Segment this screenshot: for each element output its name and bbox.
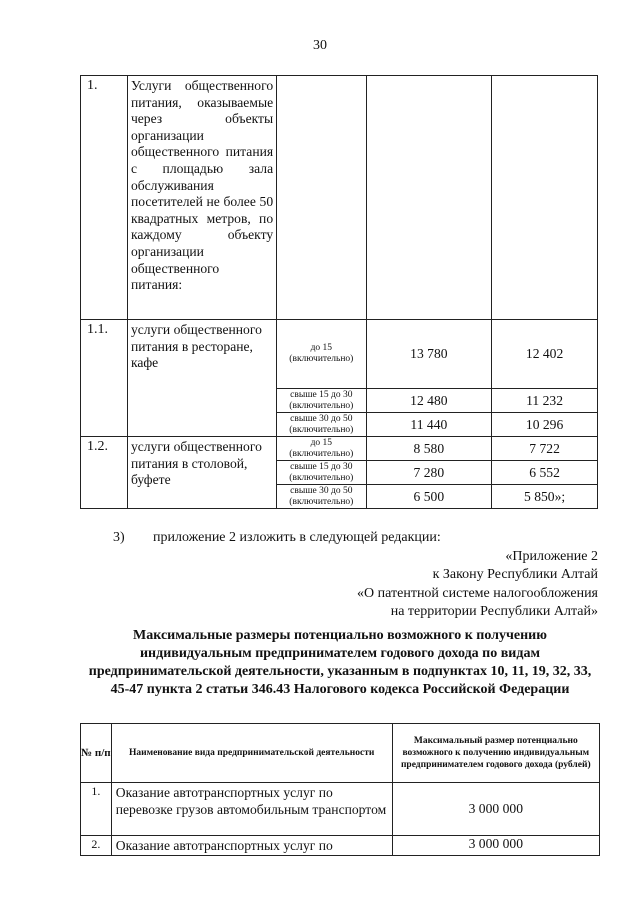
row-name: Оказание автотранспортных услуг по: [111, 836, 392, 856]
appendix-line: на территории Республики Алтай»: [390, 603, 598, 619]
amendment-paragraph: [113, 530, 441, 546]
value-cell: 5 850»;: [492, 485, 598, 509]
row-number: 1.2.: [81, 437, 128, 509]
header-num: № п/п: [81, 724, 112, 783]
paragraph-number: 3): [113, 530, 125, 545]
appendix-line: к Закону Республики Алтай: [432, 567, 598, 583]
table-row: [81, 76, 598, 320]
row-name: услуги общественного питания в ресторане, кафе: [127, 320, 276, 437]
header-max: Максимальный размер потенциально возможного к получению индивидуальным предпринимателем годового дохода (рублей): [392, 724, 599, 783]
area-range: свыше 15 до 30 (включительно): [277, 461, 366, 485]
row-name: услуги общественного питания в столовой, буфете: [127, 437, 276, 509]
table-header-row: [81, 724, 600, 783]
value-cell: 3 000 000: [392, 836, 599, 856]
table-row: [81, 320, 598, 389]
area-range: свыше 30 до 50 (включительно): [277, 485, 366, 509]
value-cell: 12 402: [492, 320, 598, 389]
table-row: [81, 783, 600, 836]
row-number: 1.: [81, 783, 112, 836]
value-cell: 12 480: [366, 389, 492, 413]
row-name: Услуги общественного питания, оказываемые через объекты организации общественного питания с площадью зала обслуживания посетителей не более 50 квадратных метров, по каждому объекту организации общественного питания:: [127, 76, 276, 320]
value-cell: 3 000 000: [392, 783, 599, 836]
row-number: 2.: [81, 836, 112, 856]
table-row: [81, 836, 600, 856]
row-name: Оказание автотранспортных услуг по перевозке грузов автомобильным транспортом: [111, 783, 392, 836]
value-cell: 6 500: [366, 485, 492, 509]
value-cell: 8 580: [366, 437, 492, 461]
value-cell: 6 552: [492, 461, 598, 485]
header-name: Наименование вида предпринимательской деятельности: [111, 724, 392, 783]
appendix-line: «О патентной системе налогообложения: [357, 585, 598, 601]
area-range: до 15 (включительно): [277, 320, 366, 389]
section-heading: Максимальные размеры потенциально возможного к получению индивидуальным предпринимателем годового дохода по видам предпринимательской деятельности, указанным в подпунктах 10, 11, 19, 32, 33, 45-47 пункта 2 статьи 346.43 Налогового кодекса Российской Федерации: [88, 628, 592, 697]
area-range: до 15 (включительно): [277, 437, 366, 461]
appendix-header: [357, 548, 598, 621]
value-cell: 13 780: [366, 320, 492, 389]
table-row: [81, 437, 598, 461]
value-cell: 11 232: [492, 389, 598, 413]
max-income-table: [80, 723, 600, 856]
appendix-line: «Приложение 2: [505, 549, 598, 564]
paragraph-text: приложение 2 изложить в следующей редакции:: [153, 530, 441, 545]
area-range: свыше 30 до 50 (включительно): [277, 413, 366, 437]
value-cell: 11 440: [366, 413, 492, 437]
value-cell: 7 280: [366, 461, 492, 485]
area-range: свыше 15 до 30 (включительно): [277, 389, 366, 413]
row-number: 1.: [81, 76, 128, 320]
value-cell: 10 296: [492, 413, 598, 437]
tariff-table: [80, 75, 598, 509]
row-number: 1.1.: [81, 320, 128, 437]
page-number: 30: [313, 38, 327, 53]
value-cell: 7 722: [492, 437, 598, 461]
